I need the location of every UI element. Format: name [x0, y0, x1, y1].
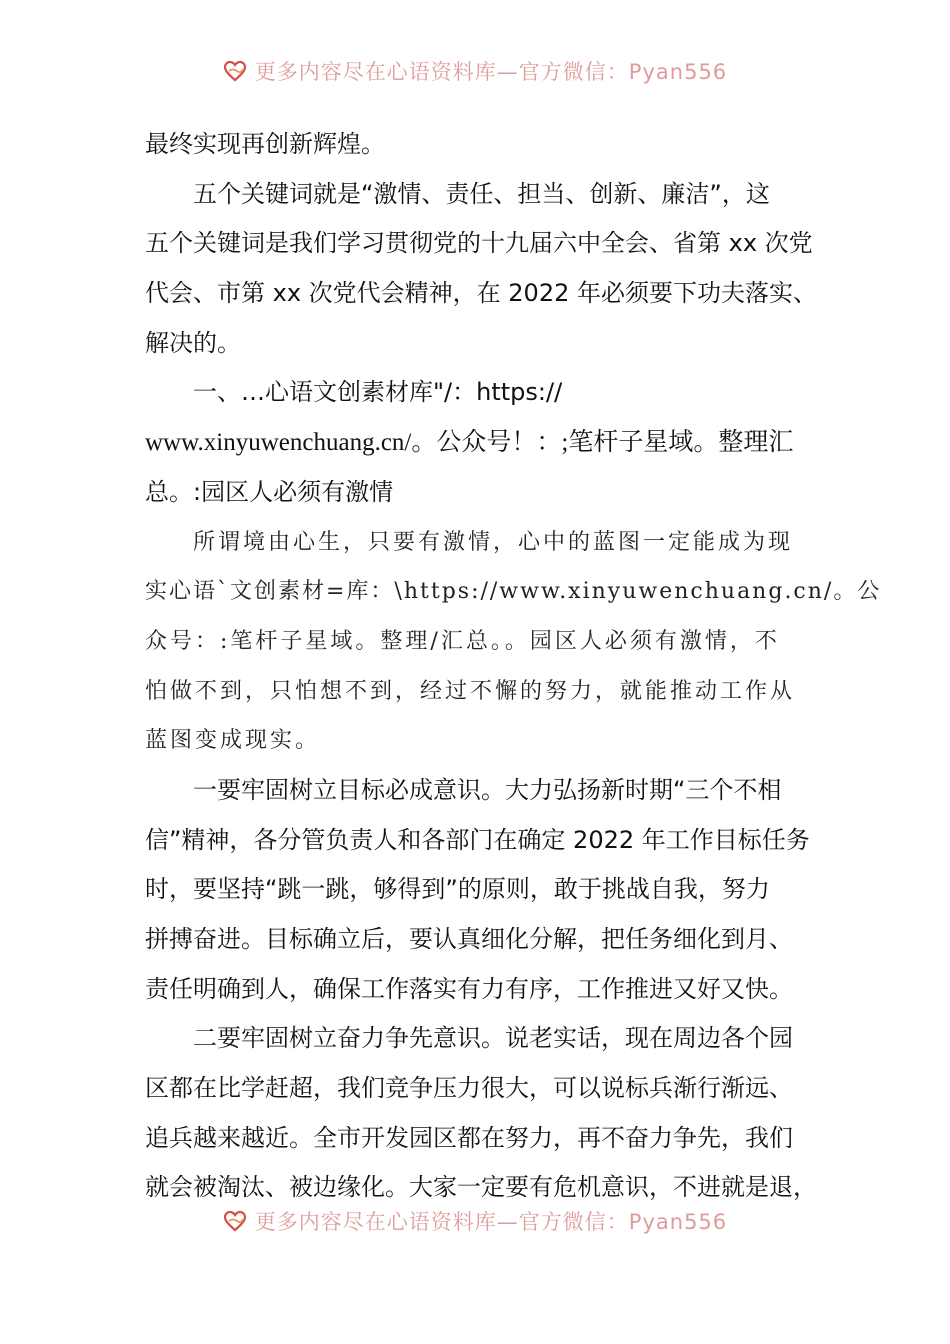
paragraph-line: 责任明确到人，确保工作落实有力有序，工作推进又好又快。 [145, 974, 793, 1003]
paragraph-line: 拼搏奋进。目标确立后，要认真细化分解，把任务细化到月、 [145, 925, 793, 953]
section-heading-line: 一、…心语文创素材库"/：https:// [193, 378, 563, 407]
paragraph-line: 最终实现再创新辉煌。 [145, 130, 385, 158]
section-heading-line: www.xinyuwenchuang.cn/。公众号！：;笔杆子星域。整理汇 [145, 429, 794, 457]
watermark-text: 更多内容尽在心语资料库—官方微信：Pyan556 [254, 1210, 728, 1234]
watermark-text: 更多内容尽在心语资料库—官方微信：Pyan556 [254, 60, 728, 84]
paragraph-line: 二要牢固树立奋力争先意识。说老实话，现在周边各个园 [193, 1024, 793, 1053]
footer-watermark [0, 1206, 950, 1236]
paragraph-line: 时，要坚持“跳一跳，够得到”的原则，敢于挑战自我，努力 [145, 875, 770, 904]
paragraph-line: 追兵越来越近。全市开发园区都在努力，再不奋力争先，我们 [145, 1123, 793, 1152]
paragraph-line: 就会被淘汰、被边缘化。大家一定要有危机意识，不进就是退， [145, 1173, 817, 1202]
paragraph-line: 代会、市第 xx 次党代会精神，在 2022 年必须要下功夫落实、 [145, 279, 817, 308]
paragraph-line: 一要牢固树立目标必成意识。大力弘扬新时期“三个不相 [193, 775, 782, 804]
section-heading-line: 总。:园区人必须有激情 [145, 477, 394, 506]
header-watermark [0, 56, 950, 86]
paragraph-line: 五个关键词就是“激情、责任、担当、创新、廉洁”，这 [193, 179, 770, 208]
document-body [145, 120, 882, 1213]
paragraph-line: 蓝图变成现实。 [145, 728, 321, 754]
heart-logo-icon [223, 59, 247, 83]
paragraph-line: 区都在比学赶超，我们竞争压力很大，可以说标兵渐行渐远、 [145, 1074, 793, 1103]
paragraph-line: 信”精神，各分管负责人和各部门在确定 2022 年工作目标任务 [145, 825, 810, 854]
paragraph-line: 实心语`文创素材=库：\https://www.xinyuwenchuang.cn/。公 [145, 579, 882, 605]
heart-logo-icon [223, 1209, 247, 1233]
paragraph-line: 五个关键词是我们学习贯彻党的十九届六中全会、省第 xx 次党 [145, 229, 813, 258]
paragraph-line: 众号：:笔杆子星域。整理/汇总。。园区人必须有激情，不 [145, 628, 780, 654]
paragraph-line: 解决的。 [145, 328, 241, 357]
paragraph-line: 怕做不到，只怕想不到，经过不懈的努力，就能推动工作从 [145, 678, 796, 704]
paragraph-line: 所谓境由心生，只要有激情，心中的蓝图一定能成为现 [193, 529, 794, 555]
